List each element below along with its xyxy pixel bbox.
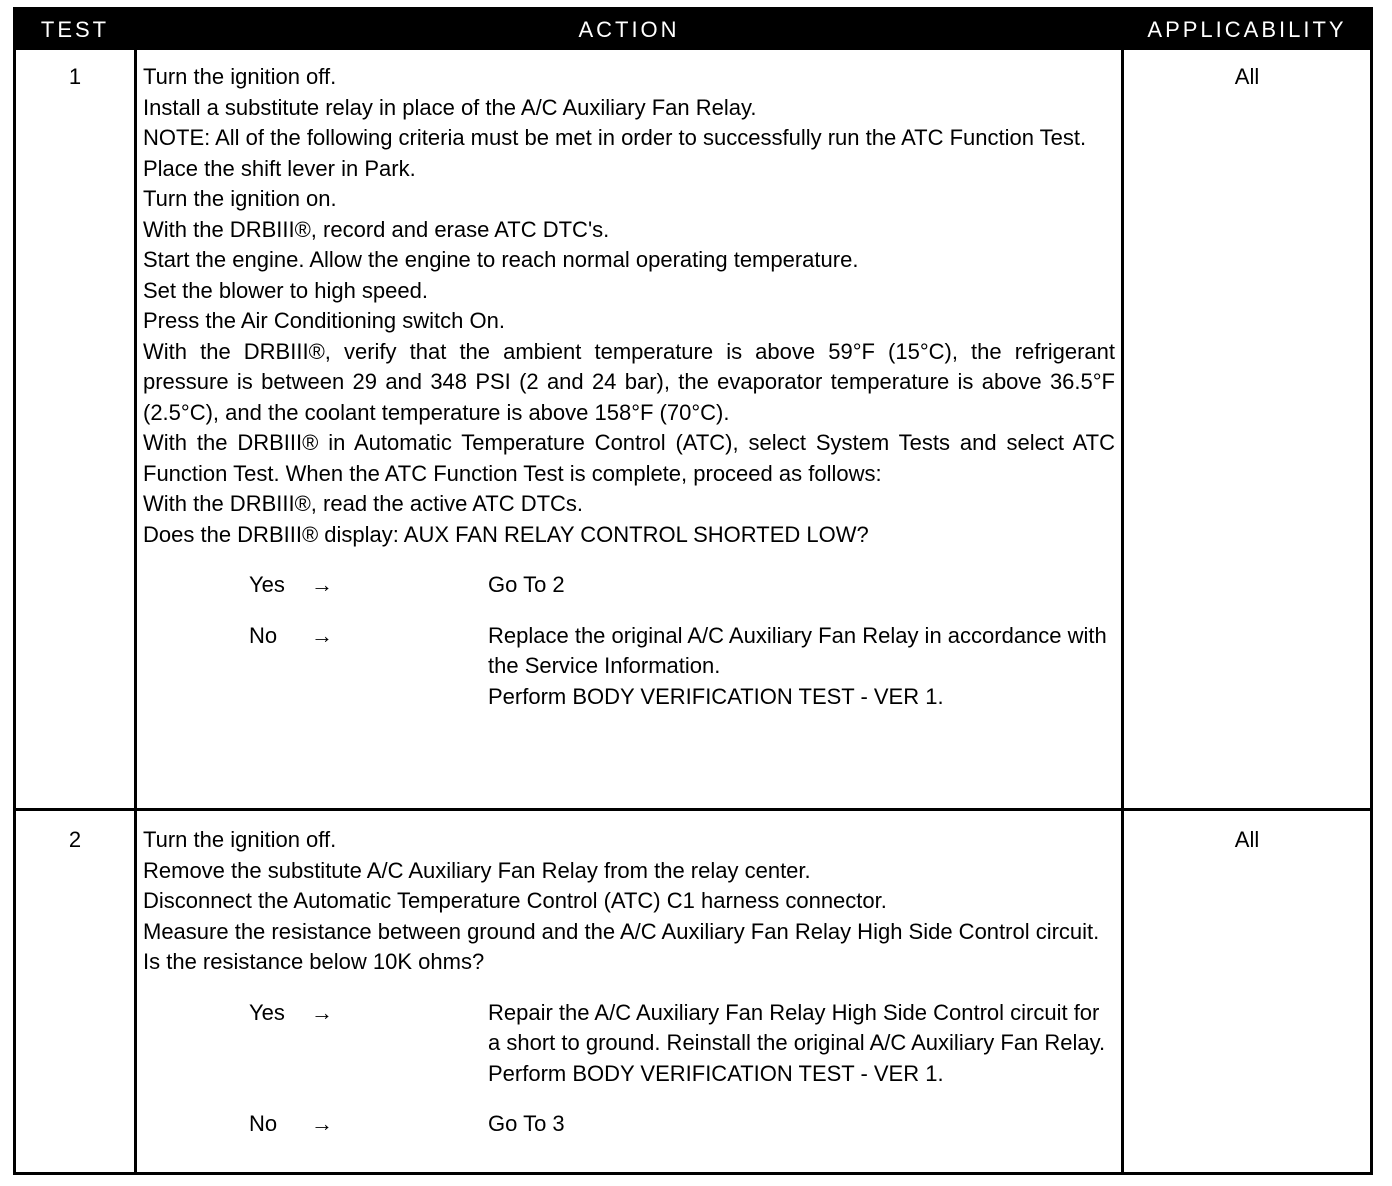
arrow-icon: → bbox=[311, 999, 333, 1025]
outcome-line: Go To 3 bbox=[488, 1111, 565, 1136]
arrow-icon: → bbox=[311, 572, 333, 597]
yes-outcome bbox=[143, 998, 1115, 1090]
outcome-line: Repair the A/C Auxiliary Fan Relay High Side Control circuit for a short to ground. Reinstall the original A/C Auxiliary Fan Relay. bbox=[488, 999, 1106, 1055]
outcome-line: Perform BODY VERIFICATION TEST - VER 1. bbox=[488, 1060, 944, 1086]
outcome-line: Go To 2 bbox=[488, 572, 565, 597]
diagnostic-table bbox=[13, 7, 1373, 1175]
step: With the DRBIII®, verify that the ambient temperature is above 59°F (15°C), the refrigerant pressure is between 29 and 348 PSI (2 and 24 bar), the evaporator temperature is above 36.5°F (2.5°C), and the coolant temperature is above 158°F (70°C). bbox=[143, 338, 1115, 425]
action-cell bbox=[143, 62, 1115, 712]
outcome-line: Replace the original A/C Auxiliary Fan Relay in accordance with the Service Information. bbox=[488, 622, 1107, 678]
step: Is the resistance below 10K ohms? bbox=[143, 949, 485, 974]
outcome-line: Perform BODY VERIFICATION TEST - VER 1. bbox=[488, 683, 944, 709]
outcome-text bbox=[488, 621, 1115, 713]
header-applicability: APPLICABILITY bbox=[1147, 17, 1347, 42]
arrow-icon: → bbox=[311, 622, 333, 648]
column-divider bbox=[134, 50, 137, 1172]
outcome-text bbox=[488, 1109, 1115, 1140]
no-label: No bbox=[249, 1111, 278, 1136]
outcome-text bbox=[488, 570, 1115, 601]
test-number: 2 bbox=[68, 827, 82, 852]
no-outcome bbox=[143, 1109, 1115, 1140]
step: Does the DRBIII® display: AUX FAN RELAY CONTROL SHORTED LOW? bbox=[143, 521, 869, 547]
step: Measure the resistance between ground and the A/C Auxiliary Fan Relay High Side Control circuit. bbox=[143, 918, 1100, 944]
yes-label: Yes bbox=[249, 999, 285, 1025]
test-number: 1 bbox=[68, 64, 82, 89]
applicability-value: All bbox=[1234, 827, 1260, 852]
step: Turn the ignition off. bbox=[143, 827, 337, 852]
step: Place the shift lever in Park. bbox=[143, 155, 416, 181]
step: Disconnect the Automatic Temperature Control (ATC) C1 harness connector. bbox=[143, 888, 887, 913]
step: With the DRBIII®, read the active ATC DTCs. bbox=[143, 491, 584, 516]
yes-label: Yes bbox=[249, 572, 285, 597]
outcome-text bbox=[488, 998, 1115, 1090]
step: Press the Air Conditioning switch On. bbox=[143, 308, 505, 333]
header-test: TEST bbox=[40, 17, 110, 42]
step: Install a substitute relay in place of the A/C Auxiliary Fan Relay. bbox=[143, 94, 757, 120]
column-divider bbox=[1121, 50, 1124, 1172]
applicability-value: All bbox=[1234, 64, 1260, 89]
step: Start the engine. Allow the engine to reach normal operating temperature. bbox=[143, 247, 859, 272]
row-divider bbox=[16, 808, 1370, 811]
step: Remove the substitute A/C Auxiliary Fan Relay from the relay center. bbox=[143, 857, 811, 883]
yes-outcome bbox=[143, 570, 1115, 601]
step: Turn the ignition off. bbox=[143, 64, 337, 89]
no-label: No bbox=[249, 622, 278, 648]
step: NOTE: All of the following criteria must be met in order to successfully run the ATC Function Test. bbox=[143, 125, 1087, 150]
step: Set the blower to high speed. bbox=[143, 277, 428, 303]
step: Turn the ignition on. bbox=[143, 186, 337, 211]
arrow-icon: → bbox=[311, 1111, 333, 1136]
header-action: ACTION bbox=[578, 17, 680, 42]
step: With the DRBIII® in Automatic Temperature Control (ATC), select System Tests and select ATC Function Test. When the ATC Function Test is complete, proceed as follows: bbox=[143, 430, 1115, 486]
step: With the DRBIII®, record and erase ATC DTC's. bbox=[143, 216, 610, 242]
table-header bbox=[16, 10, 1370, 50]
action-cell bbox=[143, 825, 1115, 1140]
no-outcome bbox=[143, 621, 1115, 713]
